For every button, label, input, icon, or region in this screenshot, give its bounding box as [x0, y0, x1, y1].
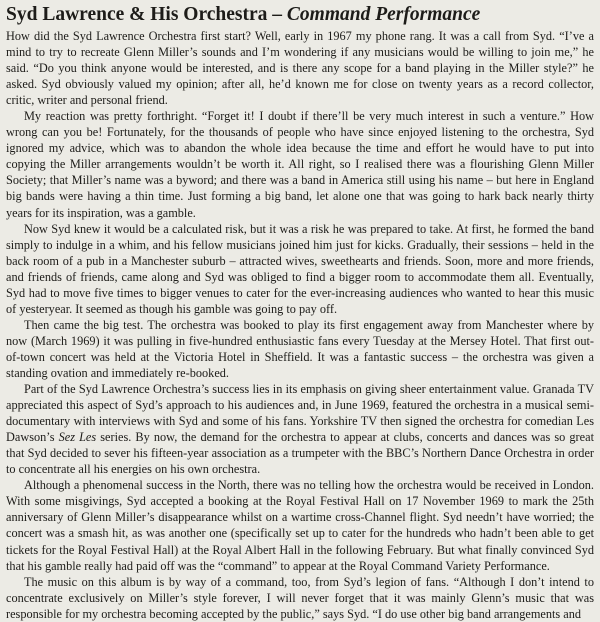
paragraph-3: Now Syd knew it would be a calculated risk, but it was a risk he was prepared to take. At first, he formed the band simply to indulge in a whim, and his fellow musicians joined him just for kicks. Gradually, their sessions – held in the back room of a pub in a Manchester suburb – attracted wives, sweethearts and friends. Soon, more and more friends, and friends of friends, came along and Syd was obliged to find a bigger room to accommodate them all. Eventually, Syd had to move five times to bigger venues to cater for the ever-increasing audiences who wanted to hear this music of yesteryear. It seemed as though his gamble was going to pay off. [6, 221, 594, 316]
title-dash: – [272, 4, 283, 25]
title-main: Syd Lawrence & His Orchestra [6, 4, 268, 25]
paragraph-5: Part of the Syd Lawrence Orchestra’s success lies in its emphasis on giving sheer entertainment value. Granada TV appreciated this aspect of Syd’s approach to his audiences and, in June 1969, featured the orchestra in a musical semi-documentary with interviews with Syd and some of his fans. Yorkshire TV then signed the orchestra for comedian Les Dawson’s Sez Les series. By now, the demand for the orchestra to appear at clubs, concerts and dances was so great that Syd decided to sever his fifteen-year association as a trumpeter with the BBC’s Northern Dance Orchestra in order to concentrate all his energies on his own orchestra. [6, 382, 594, 477]
paragraph-7: The music on this album is by way of a command, too, from Syd’s legion of fans. “Although I don’t intend to concentrate exclusively on Miller’s style forever, I will never forget that it was mainly Glenn’s music that was responsible for my orchestra becoming accepted by the public,” says Syd. “I do use other big band arrangements and [6, 574, 594, 621]
paragraph-4: Then came the big test. The orchestra was booked to play its first engagement away from Manchester where by now (March 1969) it was pulling in five-hundred enthusiastic fans every Tuesday at the Mersey Hotel. That first out-of-town concert was held at the Victoria Hotel in Sheffield. It was a fantastic success – the orchestra was given a standing ovation and immediately re-booked. [6, 317, 594, 380]
page-title [6, 2, 594, 27]
title-subtitle: Command Performance [286, 4, 481, 25]
paragraph-2: My reaction was pretty forthright. “Forget it! I doubt if there’ll be very much interest in such a venture.” How wrong can you be! Fortunately, for the thousands of people who have since enjoyed listening to the orchestra, Syd ignored my advice, which was to abandon the whole idea because the time and effort he would have to put into copying the Miller arrangements wouldn’t be worth it. All right, so I realised there was a flourishing Glenn Miller Society; that Miller’s name was a byword; and there was a band in America still using his name – but here in England big bands were having a thin time. Just forming a big band, let alone one that was going to hark back nearly thirty years for its inspiration, was a gamble. [6, 109, 594, 220]
paragraph-1: How did the Syd Lawrence Orchestra first start? Well, early in 1967 my phone rang. It was a call from Syd. “I’ve a mind to try to recreate Glenn Miller’s sounds and I’m wondering if any musicians would be willing to join me,” he said. “Do you think anyone would be interested, and is there any scope for a band playing in the Miller style?” he asked. Syd obviously valued my opinion; after all, he’d known me for close on twenty years as a record collector, critic, writer and personal friend. [6, 29, 594, 108]
paragraph-6: Although a phenomenal success in the North, there was no telling how the orchestra would be received in London. With some misgivings, Syd accepted a booking at the Royal Festival Hall on 17 November 1969 to mark the 25th anniversary of Glenn Miller’s disappearance whilst on a wartime cross-Channel flight. Syd needn’t have worried; the concert was a smash hit, as was another one (specifically set up to cater for the hundreds who hadn’t been able to get tickets for the Royal Festival Hall) at the Royal Albert Hall in the following February. But what finally convinced Syd that his gamble really had paid off was the “command” to appear at the Royal Command Variety Performance. [6, 478, 594, 573]
article-body [6, 28, 594, 622]
series-title: Sez Les [58, 430, 97, 445]
